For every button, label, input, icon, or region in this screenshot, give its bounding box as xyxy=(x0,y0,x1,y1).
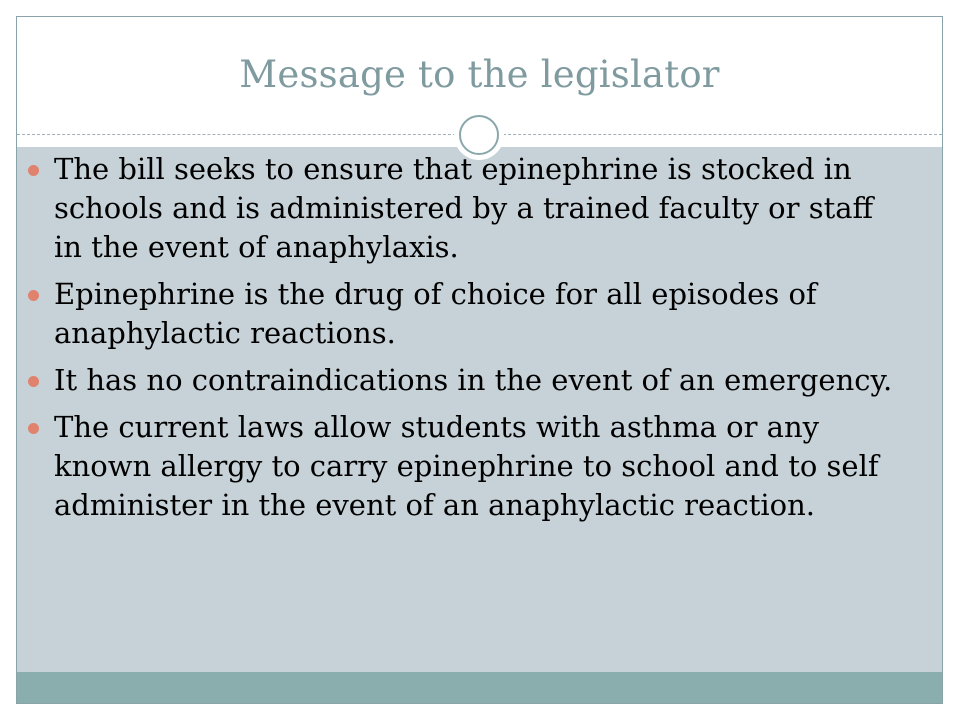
bullet-dot-icon xyxy=(28,423,39,434)
bullet-item xyxy=(28,361,898,400)
bullet-text: The bill seeks to ensure that epinephrine is stocked in schools and is administered by a trained faculty or staff in the event of anaphylaxis. xyxy=(54,152,874,264)
bullet-text: It has no contraindications in the event of an emergency. xyxy=(54,363,893,397)
bullet-text: Epinephrine is the drug of choice for all episodes of anaphylactic reactions. xyxy=(54,277,817,350)
footer-band xyxy=(17,672,942,703)
bullet-item xyxy=(28,275,898,353)
bullet-dot-icon xyxy=(28,290,39,301)
ornament-ring xyxy=(459,115,499,155)
bullet-dot-icon xyxy=(28,165,39,176)
slide-title: Message to the legislator xyxy=(239,53,720,96)
bullet-dot-icon xyxy=(28,376,39,387)
bullet-text: The current laws allow students with asthma or any known allergy to carry epinephrine to school and to self administer in the event of an anaphylactic reaction. xyxy=(54,410,879,522)
bullet-item xyxy=(28,150,898,267)
bullet-list xyxy=(28,150,898,533)
bullet-item xyxy=(28,408,898,525)
